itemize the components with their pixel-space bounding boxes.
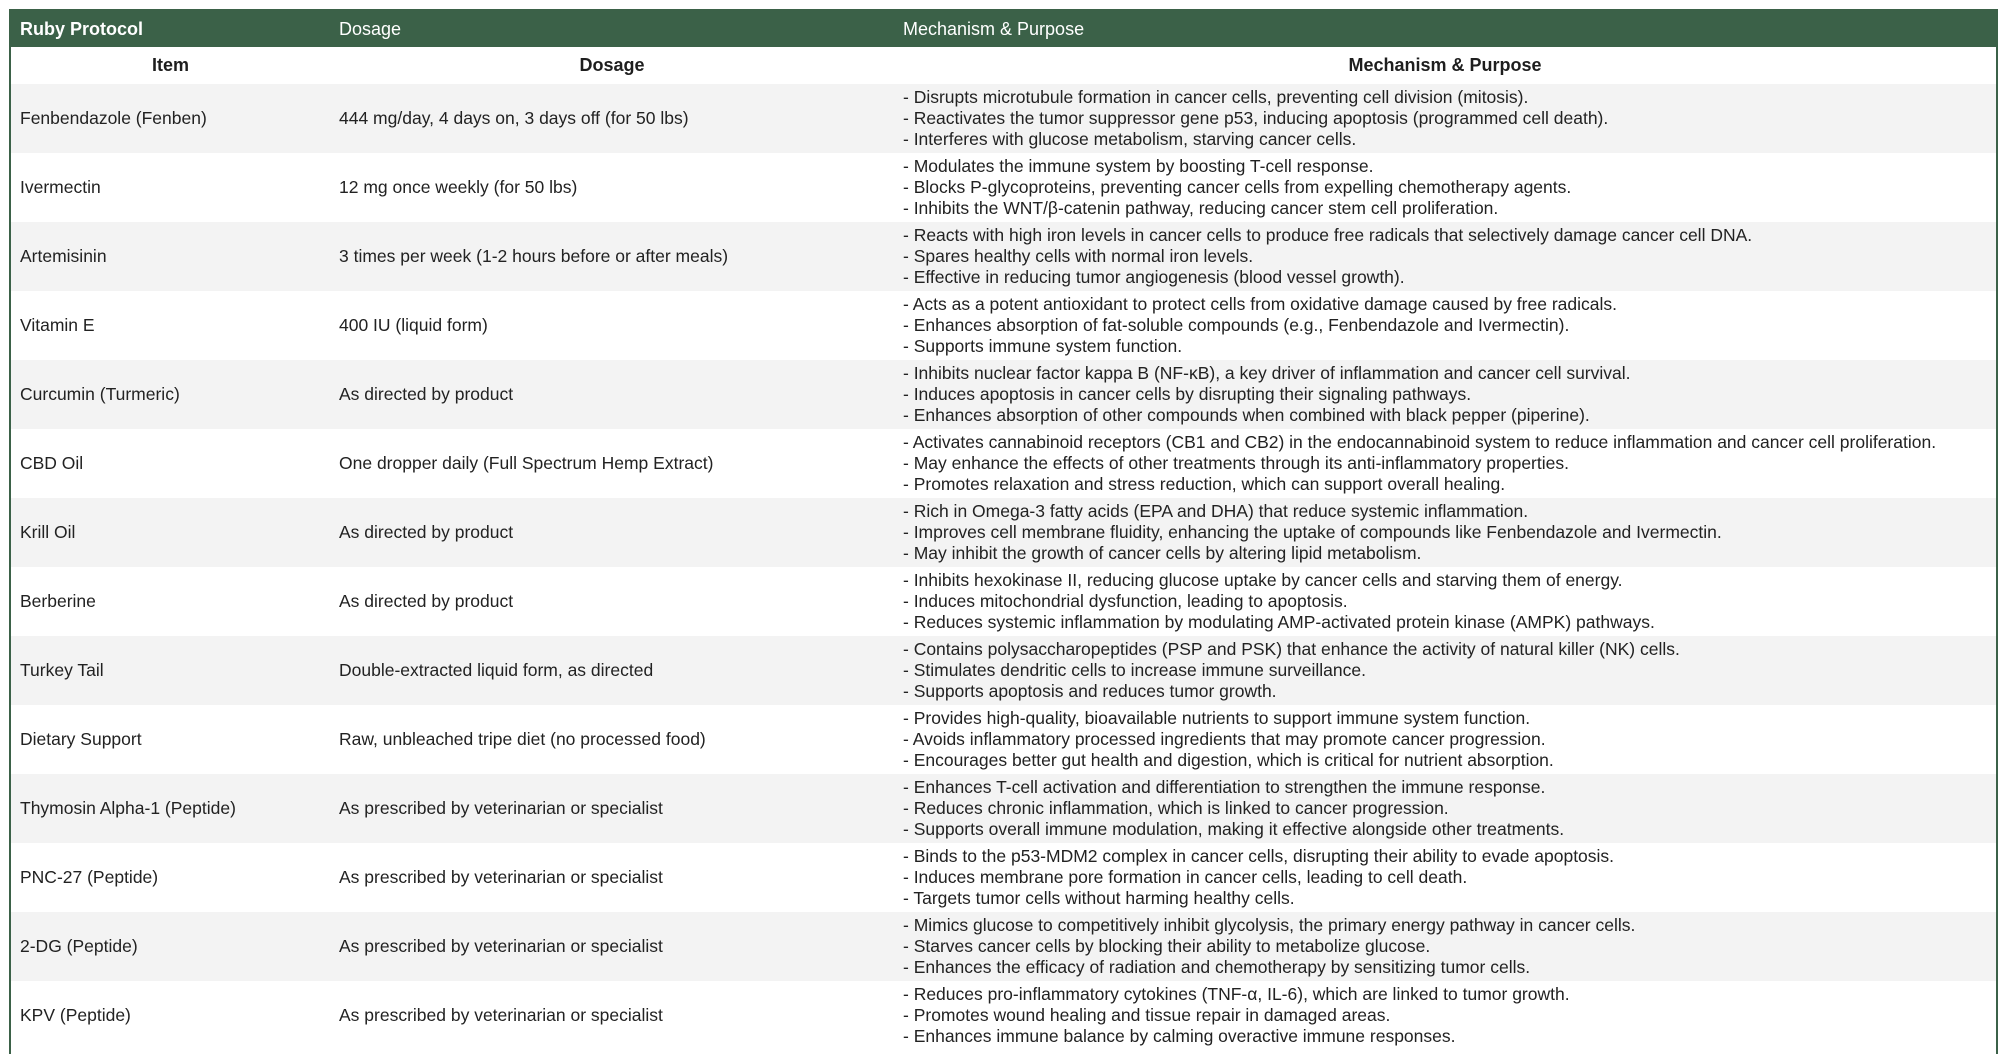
table-title: Ruby Protocol [11,11,330,47]
table-row [11,84,1996,153]
cell-item: KPV (Peptide) [11,981,330,1050]
protocol-table [11,11,1996,1050]
cell-dosage: As directed by product [330,360,894,429]
cell-dosage: As directed by product [330,567,894,636]
table-row [11,567,1996,636]
cell-mechanism [894,705,1996,774]
cell-mechanism [894,843,1996,912]
mechanism-line: - Supports immune system function. [903,336,1183,356]
cell-dosage: 3 times per week (1-2 hours before or after meals) [330,222,894,291]
cell-dosage: As prescribed by veterinarian or specialist [330,981,894,1050]
cell-item: Curcumin (Turmeric) [11,360,330,429]
mechanism-line: - Enhances T-cell activation and differentiation to strengthen the immune response. [903,777,1546,797]
column-header-dosage[interactable]: Dosage [330,47,894,84]
cell-item: Artemisinin [11,222,330,291]
mechanism-line: - Disrupts microtubule formation in cancer cells, preventing cell division (mitosis). [903,87,1529,107]
mechanism-line: - Reacts with high iron levels in cancer cells to produce free radicals that selectively damage cancer cell DNA. [903,225,1753,245]
cell-item: Vitamin E [11,291,330,360]
cell-dosage: As prescribed by veterinarian or specialist [330,843,894,912]
table-title-bar [11,11,1996,47]
cell-dosage: 444 mg/day, 4 days on, 3 days off (for 50 lbs) [330,84,894,153]
cell-mechanism [894,636,1996,705]
mechanism-line: - Promotes wound healing and tissue repair in damaged areas. [903,1005,1391,1025]
mechanism-line: - Induces mitochondrial dysfunction, leading to apoptosis. [903,591,1348,611]
mechanism-line: - Supports apoptosis and reduces tumor growth. [903,681,1277,701]
cell-dosage: Raw, unbleached tripe diet (no processed food) [330,705,894,774]
table-row [11,153,1996,222]
mechanism-line: - Starves cancer cells by blocking their ability to metabolize glucose. [903,936,1431,956]
cell-item: Ivermectin [11,153,330,222]
cell-mechanism [894,567,1996,636]
mechanism-line: - Improves cell membrane fluidity, enhancing the uptake of compounds like Fenbendazole and Ivermectin. [903,522,1722,542]
cell-item: Fenbendazole (Fenben) [11,84,330,153]
mechanism-line: - Binds to the p53-MDM2 complex in cancer cells, disrupting their ability to evade apoptosis. [903,846,1615,866]
mechanism-line: - Rich in Omega-3 fatty acids (EPA and DHA) that reduce systemic inflammation. [903,501,1529,521]
mechanism-line: - Induces apoptosis in cancer cells by disrupting their signaling pathways. [903,384,1472,404]
cell-item: Berberine [11,567,330,636]
table-row [11,222,1996,291]
cell-mechanism [894,774,1996,843]
cell-mechanism [894,360,1996,429]
mechanism-line: - Inhibits nuclear factor kappa B (NF-κB), a key driver of inflammation and cancer cell survival. [903,363,1631,383]
cell-dosage: As prescribed by veterinarian or specialist [330,912,894,981]
table-row [11,429,1996,498]
mechanism-line: - Mimics glucose to competitively inhibit glycolysis, the primary energy pathway in cancer cells. [903,915,1636,935]
mechanism-line: - Reduces systemic inflammation by modulating AMP-activated protein kinase (AMPK) pathways. [903,612,1655,632]
cell-item: Dietary Support [11,705,330,774]
protocol-table-container [9,9,1998,1054]
cell-mechanism [894,84,1996,153]
mechanism-line: - Effective in reducing tumor angiogenesis (blood vessel growth). [903,267,1405,287]
mechanism-line: - Inhibits the WNT/β-catenin pathway, reducing cancer stem cell proliferation. [903,198,1499,218]
table-row [11,774,1996,843]
mechanism-line: - Targets tumor cells without harming healthy cells. [903,888,1295,908]
mechanism-line: - May enhance the effects of other treatments through its anti-inflammatory properties. [903,453,1569,473]
cell-dosage: 400 IU (liquid form) [330,291,894,360]
cell-mechanism [894,429,1996,498]
mechanism-line: - Reactivates the tumor suppressor gene p53, inducing apoptosis (programmed cell death). [903,108,1609,128]
table-row [11,636,1996,705]
cell-mechanism [894,981,1996,1050]
mechanism-line: - Enhances absorption of fat-soluble compounds (e.g., Fenbendazole and Ivermectin). [903,315,1570,335]
cell-dosage: Double-extracted liquid form, as directed [330,636,894,705]
mechanism-line: - Reduces pro-inflammatory cytokines (TNF-α, IL-6), which are linked to tumor growth. [903,984,1570,1004]
cell-item: CBD Oil [11,429,330,498]
mechanism-line: - Promotes relaxation and stress reduction, which can support overall healing. [903,474,1506,494]
mechanism-line: - Activates cannabinoid receptors (CB1 and CB2) in the endocannabinoid system to reduce inflammation and cancer cell proliferation. [903,432,1937,452]
column-header-item[interactable]: Item [11,47,330,84]
mechanism-line: - Enhances immune balance by calming overactive immune responses. [903,1026,1456,1046]
mechanism-line: - Acts as a potent antioxidant to protect cells from oxidative damage caused by free radicals. [903,294,1617,314]
table-row [11,912,1996,981]
cell-mechanism [894,222,1996,291]
table-row [11,705,1996,774]
mechanism-line: - Inhibits hexokinase II, reducing glucose uptake by cancer cells and starving them of energy. [903,570,1623,590]
cell-item: Krill Oil [11,498,330,567]
mechanism-line: - Supports overall immune modulation, making it effective alongside other treatments. [903,819,1565,839]
mechanism-line: - Spares healthy cells with normal iron levels. [903,246,1254,266]
table-row [11,843,1996,912]
cell-item: Turkey Tail [11,636,330,705]
cell-item: 2-DG (Peptide) [11,912,330,981]
cell-mechanism [894,912,1996,981]
table-row [11,498,1996,567]
mechanism-line: - Stimulates dendritic cells to increase immune surveillance. [903,660,1366,680]
mechanism-line: - May inhibit the growth of cancer cells by altering lipid metabolism. [903,543,1422,563]
mechanism-line: - Contains polysaccharopeptides (PSP and PSK) that enhance the activity of natural killer (NK) cells. [903,639,1680,659]
title-bar-dosage: Dosage [330,11,894,47]
mechanism-line: - Blocks P-glycoproteins, preventing cancer cells from expelling chemotherapy agents. [903,177,1572,197]
table-row [11,360,1996,429]
column-header-mechanism[interactable]: Mechanism & Purpose [894,47,1996,84]
mechanism-line: - Enhances the efficacy of radiation and chemotherapy by sensitizing tumor cells. [903,957,1531,977]
mechanism-line: - Reduces chronic inflammation, which is linked to cancer progression. [903,798,1449,818]
cell-mechanism [894,291,1996,360]
cell-dosage: One dropper daily (Full Spectrum Hemp Extract) [330,429,894,498]
column-header-row [11,47,1996,84]
cell-dosage: As directed by product [330,498,894,567]
mechanism-line: - Interferes with glucose metabolism, starving cancer cells. [903,129,1357,149]
table-row [11,291,1996,360]
cell-mechanism [894,153,1996,222]
cell-dosage: As prescribed by veterinarian or specialist [330,774,894,843]
cell-item: PNC-27 (Peptide) [11,843,330,912]
mechanism-line: - Enhances absorption of other compounds when combined with black pepper (piperine). [903,405,1590,425]
cell-item: Thymosin Alpha-1 (Peptide) [11,774,330,843]
mechanism-line: - Modulates the immune system by boosting T-cell response. [903,156,1374,176]
mechanism-line: - Induces membrane pore formation in cancer cells, leading to cell death. [903,867,1468,887]
cell-dosage: 12 mg once weekly (for 50 lbs) [330,153,894,222]
mechanism-line: - Provides high-quality, bioavailable nutrients to support immune system function. [903,708,1531,728]
table-row [11,981,1996,1050]
mechanism-line: - Avoids inflammatory processed ingredients that may promote cancer progression. [903,729,1546,749]
cell-mechanism [894,498,1996,567]
mechanism-line: - Encourages better gut health and digestion, which is critical for nutrient absorption. [903,750,1554,770]
title-bar-mechanism: Mechanism & Purpose [894,11,1996,47]
